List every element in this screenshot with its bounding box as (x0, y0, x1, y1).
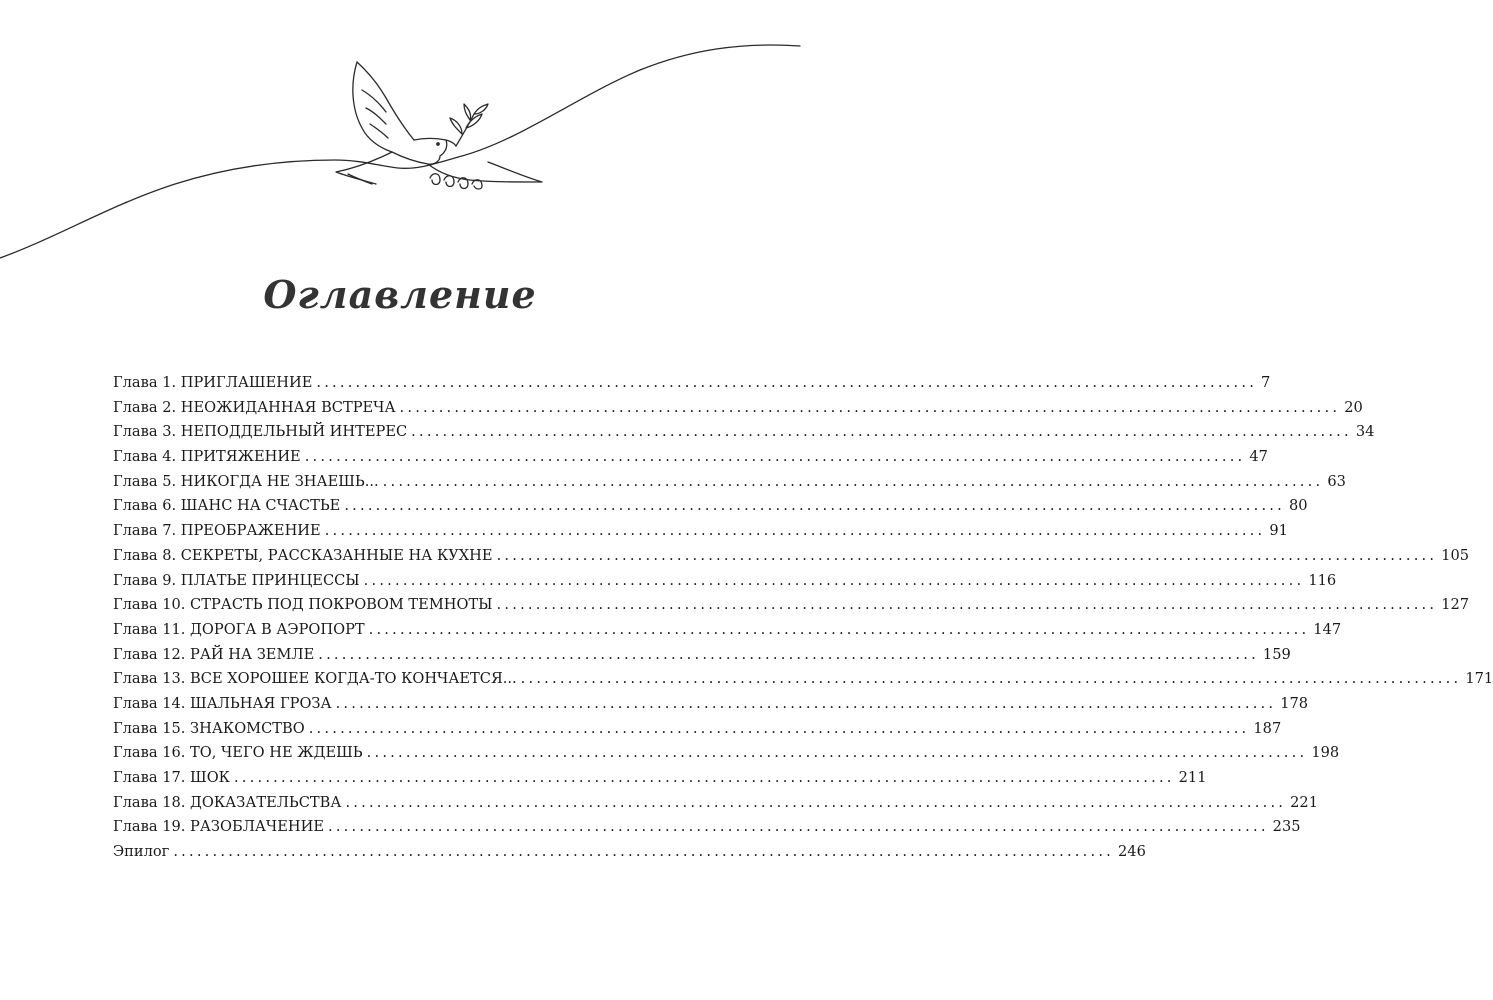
toc-dot-leader: ........................................................................................................................ (496, 596, 1438, 614)
toc-chapter-number: Глава 18. (113, 793, 186, 811)
toc-page-number: 235 (1272, 818, 1301, 836)
toc-dot-leader: ........................................................................................................................ (520, 670, 1462, 688)
toc-chapter-number: Глава 6. (113, 497, 177, 515)
toc-page-number: 80 (1288, 497, 1308, 515)
toc-dot-leader: ........................................................................................................................ (366, 744, 1308, 762)
toc-entry-label (113, 695, 336, 712)
toc-chapter-title: Эпилог (113, 843, 170, 861)
toc-chapter-number: Глава 11. (113, 620, 186, 638)
toc-entry (113, 645, 1291, 671)
toc-chapter-title: ШАЛЬНАЯ ГРОЗА (190, 694, 332, 712)
toc-dot-leader: ........................................................................................................................ (316, 374, 1258, 391)
toc-chapter-number: Глава 7. (113, 522, 177, 540)
toc-chapter-title: НЕОЖИДАННАЯ ВСТРЕЧА (180, 398, 396, 416)
toc-chapter-title: ПРИГЛАШЕНИЕ (180, 374, 313, 391)
toc-page-number: 116 (1308, 571, 1337, 589)
toc-entry (113, 374, 1271, 399)
toc-entry (113, 670, 1493, 695)
toc-page-number: 47 (1249, 448, 1268, 466)
toc-page-number: 178 (1280, 694, 1309, 712)
toc-entry-label (113, 670, 521, 687)
toc-dot-leader: ........................................................................................................................ (368, 620, 1310, 638)
toc-entry-label (113, 843, 173, 860)
toc-dot-leader: ........................................................................................................................ (345, 793, 1287, 811)
toc-entry (113, 596, 1470, 621)
toc-dot-leader: ........................................................................................................................ (308, 719, 1250, 737)
toc-dot-leader: ........................................................................................................................ (411, 423, 1352, 441)
toc-chapter-title: ДОРОГА В АЭРОПОРТ (190, 620, 365, 638)
toc-entry-label (113, 473, 383, 490)
toc-entry (113, 744, 1340, 769)
toc-entry-label (113, 572, 364, 589)
toc-page-number: 211 (1178, 769, 1207, 786)
toc-chapter-number: Глава 2. (113, 398, 177, 416)
toc-chapter-title: НИКОГДА НЕ ЗНАЕШЬ... (180, 472, 379, 490)
toc-chapter-title: НЕПОДДЕЛЬНЫЙ ИНТЕРЕС (180, 423, 408, 441)
toc-dot-leader: ........................................................................................................................ (173, 843, 1114, 861)
toc-chapter-number: Глава 12. (113, 645, 186, 663)
toc-chapter-number: Глава 3. (113, 423, 177, 441)
toc-chapter-title: ШОК (190, 769, 230, 786)
toc-entry (113, 497, 1308, 522)
toc-entry (113, 843, 1146, 868)
toc-entry-label (113, 497, 344, 514)
toc-chapter-title: СЕКРЕТЫ, РАССКАЗАННЫЕ НА КУХНЕ (180, 546, 493, 564)
toc-entry-label (113, 794, 345, 811)
toc-entry-label (113, 646, 318, 663)
toc-entry (113, 546, 1470, 572)
table-of-contents (113, 374, 1493, 868)
toc-entry (113, 522, 1288, 547)
toc-chapter-title: ПЛАТЬЕ ПРИНЦЕССЫ (180, 571, 360, 589)
toc-entry (113, 423, 1375, 448)
toc-chapter-number: Глава 16. (113, 744, 186, 762)
toc-page-number: 221 (1290, 793, 1318, 811)
toc-chapter-number: Глава 5. (113, 472, 177, 490)
toc-chapter-number: Глава 1. (113, 374, 177, 391)
toc-chapter-number: Глава 19. (113, 818, 186, 836)
toc-page-number: 187 (1253, 719, 1282, 737)
toc-dot-leader: ........................................................................................................................ (324, 522, 1266, 540)
toc-entry (113, 818, 1301, 843)
toc-entry (113, 694, 1309, 720)
toc-chapter-title: ПРИТЯЖЕНИЕ (180, 448, 301, 466)
toc-dot-leader: ........................................................................................................................ (344, 497, 1285, 515)
toc-entry-label (113, 522, 325, 539)
toc-page-number: 246 (1118, 843, 1146, 861)
toc-dot-leader: ........................................................................................................................ (363, 571, 1305, 589)
toc-entry-label (113, 818, 328, 835)
toc-entry (113, 769, 1207, 794)
toc-entry (113, 719, 1282, 745)
toc-entry-label (113, 621, 369, 638)
toc-dot-leader: ........................................................................................................................ (335, 694, 1277, 712)
toc-page-number: 127 (1441, 596, 1470, 614)
toc-chapter-number: Глава 17. (113, 769, 186, 786)
toc-chapter-title: ЗНАКОМСТВО (190, 719, 305, 737)
toc-chapter-number: Глава 10. (113, 596, 186, 614)
toc-page-number: 91 (1269, 522, 1288, 540)
toc-entry-label (113, 423, 411, 440)
toc-chapter-number: Глава 9. (113, 571, 177, 589)
toc-entry (113, 620, 1342, 646)
toc-chapter-title: ВСЕ ХОРОШЕЕ КОГДА-ТО КОНЧАЕТСЯ... (190, 670, 517, 688)
toc-dot-leader: ........................................................................................................................ (327, 818, 1269, 836)
toc-entry-label (113, 399, 400, 416)
toc-entry (113, 571, 1337, 597)
toc-chapter-number: Глава 8. (113, 546, 177, 564)
toc-entry-label (113, 769, 234, 786)
toc-chapter-number: Глава 14. (113, 694, 186, 712)
toc-dot-leader: ........................................................................................................................ (382, 472, 1324, 490)
toc-dot-leader: ........................................................................................................................ (399, 398, 1341, 416)
toc-chapter-number: Глава 15. (113, 719, 186, 737)
toc-page-number: 198 (1311, 744, 1340, 762)
toc-dot-leader: ........................................................................................................................ (496, 546, 1438, 564)
toc-chapter-title: РАЗОБЛАЧЕНИЕ (190, 818, 324, 836)
toc-page-number: 171 (1465, 670, 1493, 688)
toc-entry-label (113, 720, 309, 737)
toc-chapter-number: Глава 13. (113, 670, 186, 688)
toc-dot-leader: ........................................................................................................................ (304, 448, 1246, 466)
toc-chapter-title: РАЙ НА ЗЕМЛЕ (190, 645, 315, 663)
toc-chapter-title: ДОКАЗАТЕЛЬСТВА (190, 793, 342, 811)
toc-page-number: 147 (1313, 620, 1342, 638)
toc-entry-label (113, 374, 316, 391)
toc-chapter-title: СТРАСТЬ ПОД ПОКРОВОМ ТЕМНОТЫ (190, 596, 493, 614)
toc-page-number: 7 (1261, 374, 1271, 391)
toc-page-number: 34 (1355, 423, 1375, 441)
dove-with-olive-branch-icon (0, 0, 800, 280)
toc-entry-label (113, 547, 497, 564)
toc-entry (113, 398, 1363, 424)
toc-page-number: 20 (1344, 398, 1363, 416)
toc-entry (113, 472, 1346, 498)
toc-page-number: 63 (1327, 472, 1346, 490)
toc-entry-label (113, 448, 305, 465)
toc-entry (113, 793, 1318, 819)
toc-dot-leader: ........................................................................................................................ (233, 769, 1175, 786)
toc-page-number: 105 (1441, 546, 1470, 564)
toc-page-number: 159 (1262, 645, 1291, 663)
toc-chapter-title: ПРЕОБРАЖЕНИЕ (180, 522, 321, 540)
toc-chapter-number: Глава 4. (113, 448, 177, 466)
toc-chapter-title: ТО, ЧЕГО НЕ ЖДЕШЬ (190, 744, 363, 762)
toc-chapter-title: ШАНС НА СЧАСТЬЕ (180, 497, 341, 515)
toc-entry (113, 448, 1268, 473)
toc-entry-label (113, 596, 497, 613)
toc-dot-leader: ........................................................................................................................ (318, 645, 1259, 663)
toc-entry-label (113, 744, 367, 761)
page-title: Оглавление (263, 272, 537, 317)
